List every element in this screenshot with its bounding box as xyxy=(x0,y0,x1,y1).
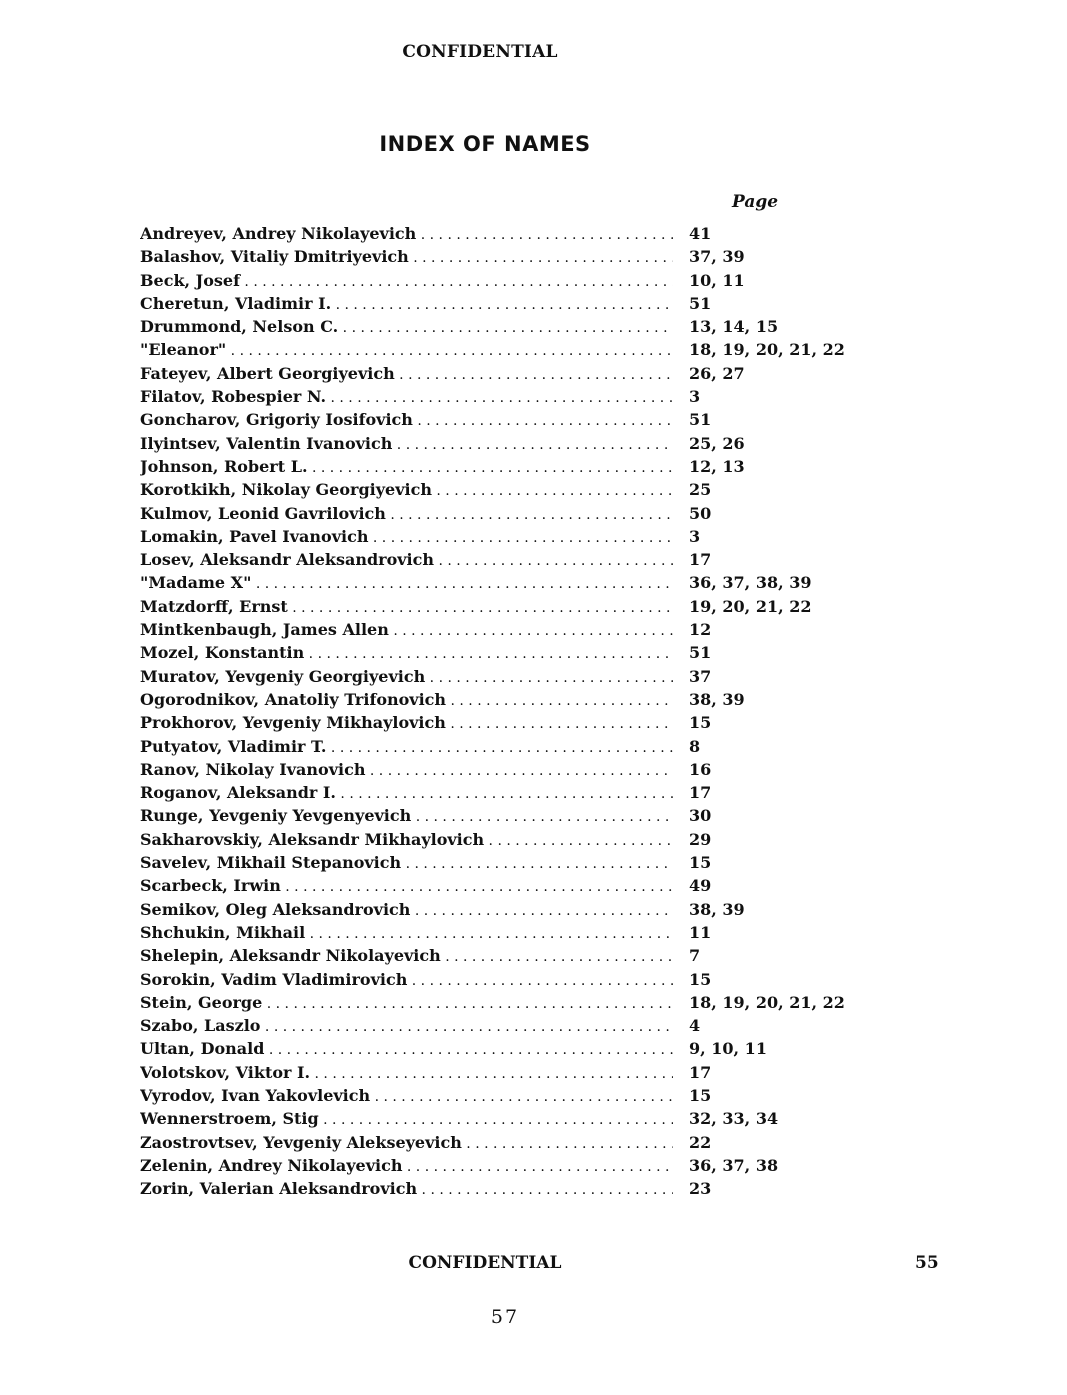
entry-pages: 30 xyxy=(689,806,712,826)
index-entry xyxy=(140,222,860,245)
entry-pages: 23 xyxy=(689,1179,712,1199)
entry-name: Semikov, Oleg Aleksandrovich . . . xyxy=(140,898,673,923)
index-entry xyxy=(140,618,860,641)
entry-pages: 51 xyxy=(689,410,712,430)
entry-pages: 16 xyxy=(689,759,712,779)
entry-pages: 51 xyxy=(689,643,712,663)
entry-pages: 25 xyxy=(689,480,712,500)
entry-name: Beck, Josef . . . xyxy=(140,269,673,294)
entry-pages: 15 xyxy=(689,1085,712,1105)
entry-pages: 12, 13 xyxy=(689,456,745,476)
index-entry xyxy=(140,315,860,338)
entry-name: "Madame X" . . . xyxy=(140,571,673,596)
entry-pages: 26, 27 xyxy=(689,363,745,383)
index-entry xyxy=(140,1131,860,1154)
index-entry xyxy=(140,548,860,571)
entry-pages: 18, 19, 20, 21, 22 xyxy=(689,340,845,360)
index-entry xyxy=(140,1107,860,1130)
entry-pages: 10, 11 xyxy=(689,270,745,290)
index-entry xyxy=(140,921,860,944)
entry-name: Drummond, Nelson C. . . . xyxy=(140,315,673,340)
entry-name: Losev, Aleksandr Aleksandrovich . . . xyxy=(140,548,673,573)
entry-name: "Eleanor" . . . xyxy=(140,338,673,363)
entry-pages: 15 xyxy=(689,969,712,989)
entry-pages: 3 xyxy=(689,387,701,407)
entry-name: Zelenin, Andrey Nikolayevich . . . xyxy=(140,1154,673,1179)
entry-name: Scarbeck, Irwin . . . xyxy=(140,874,673,899)
entry-pages: 17 xyxy=(689,783,712,803)
index-entry xyxy=(140,385,860,408)
entry-pages: 38, 39 xyxy=(689,899,745,919)
index-entry xyxy=(140,874,860,897)
entry-name: Cheretun, Vladimir I. . . . xyxy=(140,292,673,317)
index-entry xyxy=(140,595,860,618)
entry-name: Johnson, Robert L. . . . xyxy=(140,455,673,480)
entry-pages: 36, 37, 38 xyxy=(689,1155,779,1175)
index-entry xyxy=(140,1084,860,1107)
entry-pages: 17 xyxy=(689,1062,712,1082)
index-entry xyxy=(140,245,860,268)
index-entry xyxy=(140,269,860,292)
page-column-heading: Page xyxy=(732,192,779,212)
entry-name: Mintkenbaugh, James Allen . . . xyxy=(140,618,673,643)
index-entry xyxy=(140,968,860,991)
entry-name: Kulmov, Leonid Gavrilovich . . . xyxy=(140,502,673,527)
folio-page-number: 57 xyxy=(490,1306,520,1328)
entry-name: Korotkikh, Nikolay Georgiyevich . . . xyxy=(140,478,673,503)
entry-name: Wennerstroem, Stig . . . xyxy=(140,1107,673,1132)
entry-name: Putyatov, Vladimir T. . . . xyxy=(140,735,673,760)
entry-name: Shchukin, Mikhail . . . xyxy=(140,921,673,946)
entry-pages: 49 xyxy=(689,876,712,896)
entry-name: Prokhorov, Yevgeniy Mikhaylovich . . . xyxy=(140,711,673,736)
index-entry xyxy=(140,1177,860,1200)
entry-pages: 38, 39 xyxy=(689,689,745,709)
entry-pages: 50 xyxy=(689,503,712,523)
index-entry xyxy=(140,991,860,1014)
entry-pages: 9, 10, 11 xyxy=(689,1039,767,1059)
entry-name: Szabo, Laszlo . . . xyxy=(140,1014,673,1039)
entry-name: Zorin, Valerian Aleksandrovich . . . xyxy=(140,1177,673,1202)
index-entry xyxy=(140,1154,860,1177)
entry-name: Mozel, Konstantin . . . xyxy=(140,641,673,666)
entry-name: Vyrodov, Ivan Yakovlevich . . . xyxy=(140,1084,673,1109)
index-entry xyxy=(140,781,860,804)
entry-pages: 29 xyxy=(689,829,712,849)
index-entry xyxy=(140,688,860,711)
entry-pages: 37, 39 xyxy=(689,247,745,267)
entry-pages: 15 xyxy=(689,853,712,873)
entry-pages: 32, 33, 34 xyxy=(689,1109,779,1129)
entry-name: Muratov, Yevgeniy Georgiyevich . . . xyxy=(140,665,673,690)
index-entry xyxy=(140,478,860,501)
index-entry xyxy=(140,944,860,967)
index-entry xyxy=(140,641,860,664)
entry-name: Shelepin, Aleksandr Nikolayevich . . . xyxy=(140,944,673,969)
entry-pages: 17 xyxy=(689,550,712,570)
entry-name: Ultan, Donald . . . xyxy=(140,1037,673,1062)
index-entry xyxy=(140,455,860,478)
index-entry xyxy=(140,804,860,827)
page-title: INDEX OF NAMES xyxy=(379,132,591,156)
entry-pages: 25, 26 xyxy=(689,433,745,453)
index-entry xyxy=(140,502,860,525)
entry-name: Zaostrovtsev, Yevgeniy Alekseyevich . . . xyxy=(140,1131,673,1156)
entry-name: Runge, Yevgeniy Yevgenyevich . . . xyxy=(140,804,673,829)
entry-name: Fateyev, Albert Georgiyevich . . . xyxy=(140,362,673,387)
entry-pages: 12 xyxy=(689,620,712,640)
entry-pages: 3 xyxy=(689,526,701,546)
classification-footer: CONFIDENTIAL xyxy=(408,1253,562,1273)
index-entry xyxy=(140,828,860,851)
entry-pages: 13, 14, 15 xyxy=(689,317,779,337)
index-entry xyxy=(140,338,860,361)
entry-pages: 11 xyxy=(689,922,712,942)
classification-header: CONFIDENTIAL xyxy=(402,42,558,62)
index-entry xyxy=(140,571,860,594)
entry-name: Volotskov, Viktor I. . . . xyxy=(140,1061,673,1086)
entry-name: Stein, George . . . xyxy=(140,991,673,1016)
entry-pages: 51 xyxy=(689,293,712,313)
entry-name: Ranov, Nikolay Ivanovich . . . xyxy=(140,758,673,783)
entry-name: Sakharovskiy, Aleksandr Mikhaylovich . . . xyxy=(140,828,673,853)
index-entry xyxy=(140,735,860,758)
index-entry xyxy=(140,711,860,734)
index-entry xyxy=(140,432,860,455)
index-entry xyxy=(140,408,860,431)
original-page-number: 55 xyxy=(915,1253,939,1273)
entry-pages: 15 xyxy=(689,713,712,733)
entry-name: Matzdorff, Ernst . . . xyxy=(140,595,673,620)
entry-pages: 41 xyxy=(689,224,712,243)
entry-pages: 19, 20, 21, 22 xyxy=(689,596,812,616)
index-entry xyxy=(140,851,860,874)
index-entry xyxy=(140,665,860,688)
entry-pages: 8 xyxy=(689,736,701,756)
entry-pages: 36, 37, 38, 39 xyxy=(689,573,812,593)
entry-name: Savelev, Mikhail Stepanovich . . . xyxy=(140,851,673,876)
entry-pages: 37 xyxy=(689,666,712,686)
entry-name: Ilyintsev, Valentin Ivanovich . . . xyxy=(140,432,673,457)
entry-name: Goncharov, Grigoriy Iosifovich . . . xyxy=(140,408,673,433)
index-entry xyxy=(140,1037,860,1060)
entry-name: Filatov, Robespier N. . . . xyxy=(140,385,673,410)
entry-pages: 7 xyxy=(689,946,701,966)
entry-pages: 4 xyxy=(689,1016,701,1036)
entry-name: Lomakin, Pavel Ivanovich . . . xyxy=(140,525,673,550)
index-entry xyxy=(140,1014,860,1037)
index-entry xyxy=(140,898,860,921)
index-entry xyxy=(140,525,860,548)
name-index-list xyxy=(140,222,860,1200)
entry-pages: 18, 19, 20, 21, 22 xyxy=(689,992,845,1012)
entry-pages: 22 xyxy=(689,1132,712,1152)
entry-name: Sorokin, Vadim Vladimirovich . . . xyxy=(140,968,673,993)
entry-name: Ogorodnikov, Anatoliy Trifonovich . . . xyxy=(140,688,673,713)
index-entry xyxy=(140,292,860,315)
index-entry xyxy=(140,758,860,781)
entry-name: Roganov, Aleksandr I. . . . xyxy=(140,781,673,806)
entry-name: Balashov, Vitaliy Dmitriyevich . . . xyxy=(140,245,673,270)
index-entry xyxy=(140,1061,860,1084)
entry-name: Andreyev, Andrey Nikolayevich . . . xyxy=(140,222,673,247)
index-entry xyxy=(140,362,860,385)
